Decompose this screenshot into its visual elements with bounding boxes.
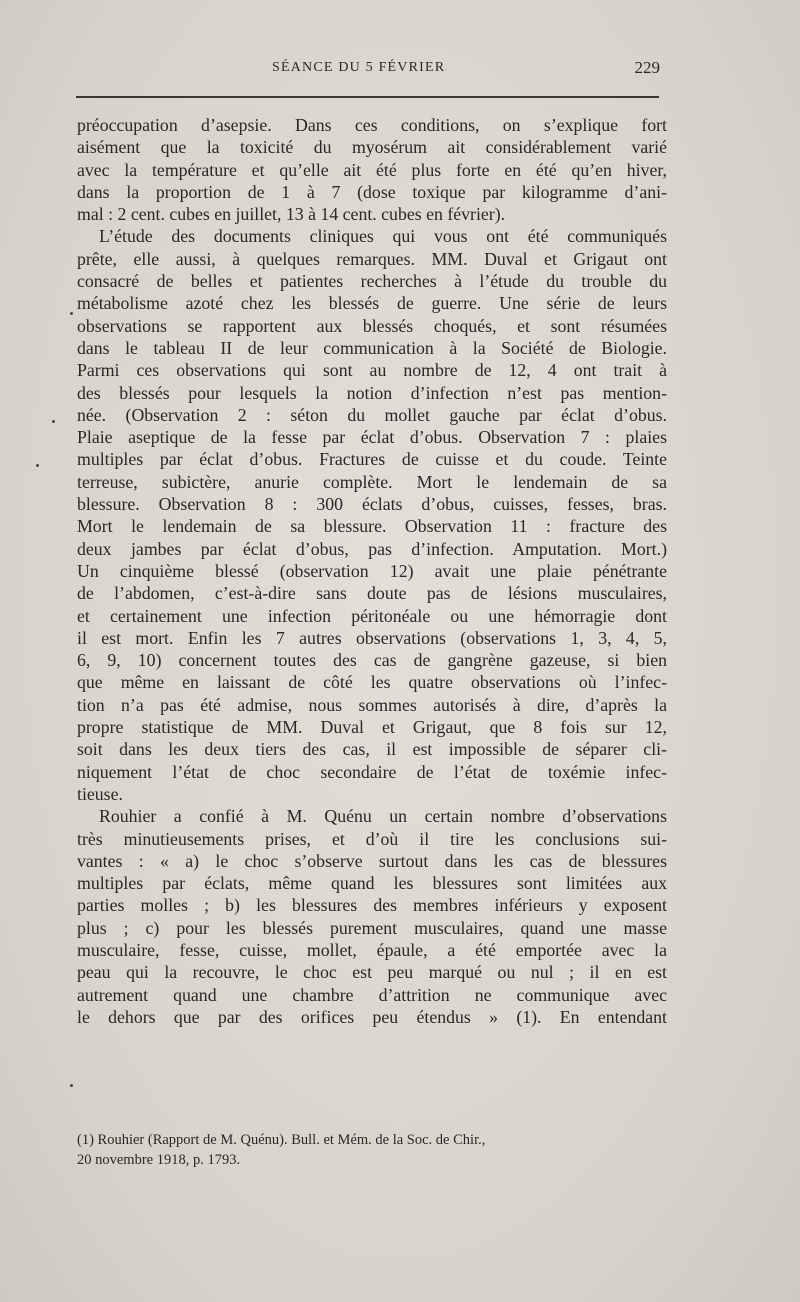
text-line: observations se rapportent aux blessés choqués, et sont résumées — [77, 315, 667, 336]
text-line: parties molles ; b) les blessures des membres inférieurs y exposent — [77, 895, 667, 916]
text-line: et certainement une infection péritonéale ou une hémorragie dont — [77, 605, 667, 626]
page-number: 229 — [634, 58, 660, 77]
text-line: blessure. Observation 8 : 300 éclats d’obus, cuisses, fesses, bras. — [77, 494, 667, 515]
text-line: avec la température et qu’elle ait été plus forte en été qu’en hiver, — [77, 159, 667, 180]
paper-speck — [52, 420, 55, 423]
text-line: le dehors que par des orifices peu étendus » (1). En entendant — [77, 1006, 667, 1027]
paper-speck — [70, 312, 73, 315]
text-line: Parmi ces observations qui sont au nombre de 12, 4 ont trait à — [77, 360, 667, 381]
text-line: aisément que la toxicité du myosérum ait considérablement varié — [77, 137, 667, 158]
text-line: mal : 2 cent. cubes en juillet, 13 à 14 cent. cubes en février). — [77, 204, 506, 225]
text-line: propre statistique de MM. Duval et Grigaut, que 8 fois sur 12, — [77, 717, 667, 738]
text-line: Rouhier a confié à M. Quénu un certain nombre d’observations — [99, 806, 667, 827]
header-rule — [76, 96, 659, 98]
text-line: multiples par éclat d’obus. Fractures de cuisse et du coude. Teinte — [77, 449, 667, 470]
footnote — [77, 1130, 667, 1170]
text-line: dans la proportion de 1 à 7 (dose toxique par kilogramme d’ani- — [77, 181, 667, 202]
text-line: tieuse. — [77, 783, 123, 804]
text-line: plus ; c) pour les blessés purement musculaires, quand une masse — [77, 917, 667, 938]
text-line: niquement l’état de choc secondaire de l’état de toxémie infec- — [77, 761, 667, 782]
text-line: Mort le lendemain de sa blessure. Observation 11 : fracture des — [77, 516, 667, 537]
text-line: il est mort. Enfin les 7 autres observations (observations 1, 3, 4, 5, — [77, 627, 667, 648]
text-line: L’étude des documents cliniques qui vous ont été communiqués — [99, 226, 667, 247]
running-title: SÉANCE DU 5 FÉVRIER — [272, 60, 446, 75]
text-line: de l’abdomen, c’est-à-dire sans doute pas de lésions musculaires, — [77, 583, 667, 604]
text-line: préoccupation d’asepsie. Dans ces conditions, on s’explique fort — [77, 115, 667, 135]
text-line: multiples par éclats, même quand les blessures sont limitées aux — [77, 873, 667, 894]
paper-speck — [36, 464, 39, 467]
text-line: Plaie aseptique de la fesse par éclat d’obus. Observation 7 : plaies — [77, 427, 667, 448]
text-line: que même en laissant de côté les quatre observations où l’infec- — [77, 672, 667, 693]
text-line: consacré de belles et patientes recherches à l’étude du trouble du — [77, 271, 667, 292]
text-line: Un cinquième blessé (observation 12) avait une plaie pénétrante — [77, 560, 667, 581]
text-line: soit dans les deux tiers des cas, il est impossible de séparer cli- — [77, 739, 667, 760]
text-line: dans le tableau II de leur communication à la Société de Biologie. — [77, 337, 667, 358]
body-text — [77, 114, 667, 1028]
text-line: très minutieusements prises, et d’où il tire les conclusions sui- — [77, 828, 667, 849]
footnote-line: 20 novembre 1918, p. 1793. — [77, 1152, 241, 1168]
paper-speck — [70, 1084, 73, 1087]
text-line: métabolisme azoté chez les blessés de guerre. Une série de leurs — [77, 293, 667, 314]
text-line: musculaire, fesse, cuisse, mollet, épaule, a été emportée avec la — [77, 939, 667, 960]
text-line: des blessés pour lesquels la notion d’infection n’est pas mention- — [77, 382, 667, 403]
text-line: deux jambes par éclat d’obus, pas d’infection. Amputation. Mort.) — [77, 538, 667, 559]
text-line: autrement quand une chambre d’attrition ne communique avec — [77, 984, 667, 1005]
text-line: 6, 9, 10) concernent toutes des cas de gangrène gazeuse, si bien — [77, 650, 667, 671]
text-line: née. (Observation 2 : séton du mollet gauche par éclat d’obus. — [77, 404, 667, 425]
text-line: prête, elle aussi, à quelques remarques. MM. Duval et Grigaut ont — [77, 248, 667, 269]
text-line: tion n’a pas été admise, nous sommes autorisés à dire, d’après la — [77, 694, 667, 715]
text-line: terreuse, subictère, anurie complète. Mort le lendemain de sa — [77, 471, 667, 492]
text-line: vantes : « a) le choc s’observe surtout dans les cas de blessures — [77, 850, 667, 871]
text-line: peau qui la recouvre, le choc est peu marqué ou nul ; il en est — [77, 962, 667, 983]
page-header — [76, 58, 660, 82]
footnote-line: (1) Rouhier (Rapport de M. Quénu). Bull. et Mém. de la Soc. de Chir., — [77, 1132, 486, 1148]
